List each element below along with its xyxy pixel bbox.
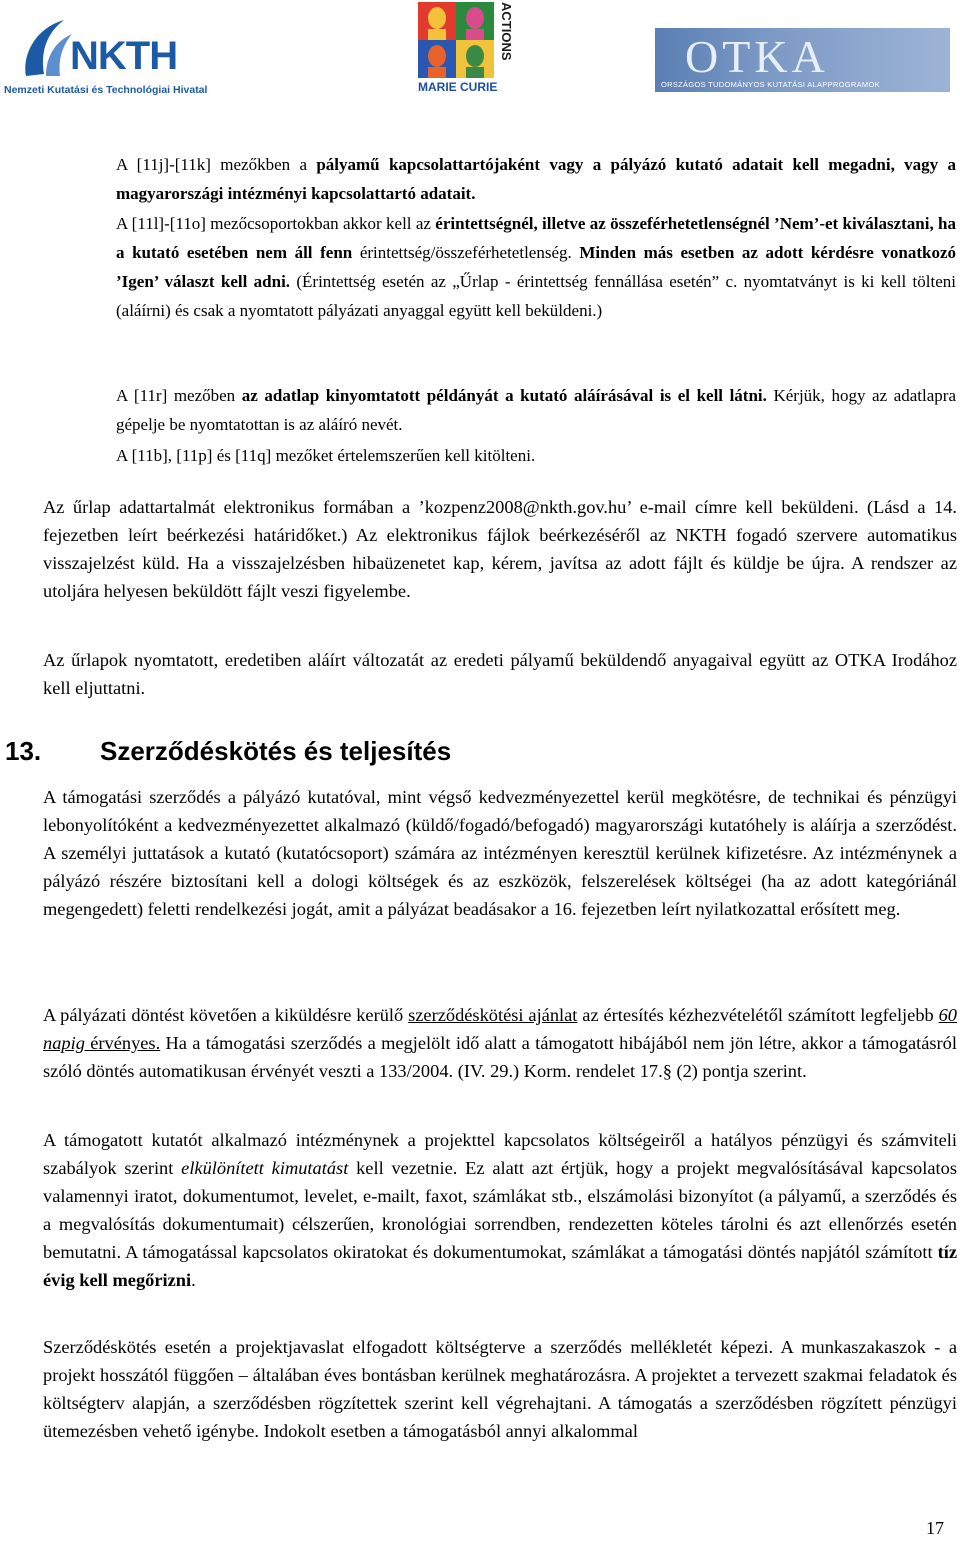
section-sign-icon: § [662,1061,672,1081]
bold-text: Minden más esetben az adott kérdésre vonatkozó ’Igen’ választ kell adni. [116,243,956,291]
underlined-italic-text: 60 napig [43,1005,957,1053]
text: (2) pontja szerint. [671,1061,807,1081]
paragraph-conflict [116,209,956,325]
underlined-text: érvényes. [84,1033,161,1053]
bold-text: az adatlap kinyomtatott példányát a kutató aláírásával is el kell látni. [241,386,767,405]
paragraph-electronic: Az űrlap adattartalmát elektronikus formában a ’kozpenz2008@nkth.gov.hu’ e-mail címre kell beküldeni. (Lásd a 14. fejezetben leírt beérkezési határidőket.) Az elektronikus fájlok beérkezéséről az NKTH fogadó szervere automatikus visszajelzést küld. Ha a visszajelzésben hibaüzenetet kap, kérem, javítsa az adott fájlt és küldje be újra. A rendszer az utoljára helyesen beküldött fájlt veszi figyelembe. [43,497,957,601]
section-heading [5,736,451,767]
otka-logo-text: OTKA [685,31,829,82]
text: Kérjük, hogy az adatlapra gépelje be nyomtatottan is az aláíró nevét. [116,386,957,434]
marie-curie-portrait-grid [418,2,494,78]
portrait-tile [418,2,456,40]
paragraph-offer [43,1001,957,1085]
paragraph-budget: Szerződéskötés esetén a projektjavaslat elfogadott költségterve a szerződés mellékletét képezi. A munkaszakaszok - a projekt hosszától függően – általában éves bontásban kerülnek meghatározásra. A projektet a tervezett szakmai feladatok és költségterv alapján, a szerződésben rögzítettek szerint kell végrehajtani. A támogatás a szerződésben rögzített pénzügyi ütemezésben vehető igénybe. Indokolt esetben a támogatásból annyi alkalommal [43,1337,957,1441]
header-logos [0,0,960,100]
italic-text: elkülönített kimutatást [181,1158,349,1178]
portrait-tile [456,2,494,40]
nkth-logo-subtitle: Nemzeti Kutatási és Technológiai Hivatal [4,84,208,96]
marie-curie-text: MARIE CURIE [418,80,498,94]
bold-text: tíz évig kell megőrizni [43,1242,957,1290]
text: kell vezetnie. Ez alatt azt értjük, hogy a projekt megvalósításával kapcsolatos valamennyi iratot, dokumentumot, levelet, e-mailt, faxot, számlákat stb., elszámolási bizonyítot (a pályamű, a szerződés és a megvalósítás dokumentumait) célszerűen, kronológiai sorrendben, rendezetten köteles tárolni és azt ellenőrzés esetén bemutatni. A támogatással kapcsolatos okiratokat és dokumentumokat, számlákat a támogatási döntés napjától számított [43,1158,957,1262]
page-number: 17 [926,1518,944,1538]
bold-text: pályamű kapcsolattartójaként vagy a pályázó kutató adatait kell megadni, vagy a magyarországi intézményi kapcsolattartó adatait. [116,155,956,203]
underlined-text: szerződéskötési ajánlat [408,1005,578,1025]
portrait-tile [418,40,456,78]
paragraph-contract: A támogatási szerződés a pályázó kutatóval, mint végső kedvezményezettel kerül megkötésre, de technikai és pénzügyi lebonyolítóként a kedvezményezettet alkalmazó (küldő/fogadó/befogadó) magyarországi kutatóhely is aláírja a szerződést. A személyi juttatások a kutató (kutatócsoport) számára az intézményen keresztül kerülnek kifizetésre. Az intézménynek a pályázó részére biztosítani kell a dologi költségek és az eszközök, felszerelések költségei (ha az adott kategóriánál megengedett) feletti rendelkezési jogát, amit a pályázat beadásakor a 16. fejezetben leírt nyilatkozattal erősített meg. [43,787,957,919]
paragraph-signature [116,381,956,439]
nkth-logo [2,14,212,96]
text: A pályázati döntést követően a kiküldésre kerülő [43,1005,409,1025]
paragraph-printed: Az űrlapok nyomtatott, eredetiben aláírt változatát az eredeti pályamű beküldendő anyagaival együtt az OTKA Irodához kell eljuttatni. [43,650,957,698]
otka-logo [655,28,950,92]
section-number: 13. [5,736,42,766]
bold-text: érintettségnél, illetve az összeférhetetlenségnél ’Nem’-et kiválasztani, ha a kutató esetében nem áll fenn [116,214,956,262]
text: A [11r] mezőben [116,386,242,405]
paragraph-contact [116,150,956,208]
nkth-logo-text: NKTH [70,34,178,78]
portrait-tile [456,40,494,78]
text: A [11j]-[11k] mezőkben a [116,155,317,174]
text: A [11l]-[11o] mezőcsoportokban akkor kell az [116,214,436,233]
otka-logo-subtitle: ORSZÁGOS TUDOMÁNYOS KUTATÁSI ALAPPROGRAMOK [661,80,880,89]
section-title: Szerződéskötés és teljesítés [100,736,452,766]
paragraph-accounting [43,1126,957,1294]
marie-curie-logo [418,2,514,96]
text: A támogatott kutatót alkalmazó intézménynek a projekttel kapcsolatos költségeiről a hatályos pénzügyi és számviteli szabályok szerint [43,1130,957,1178]
marie-curie-actions-text: ACTIONS [499,2,514,61]
text: érintettség/összeférhetetlenség. [352,243,580,262]
text: (Érintettség esetén az „Űrlap - érintettség fennállása esetén” c. nyomtatványt is ki kell tölteni (aláírni) és csak a nyomtatott pályázati anyaggal együtt kell beküldeni.) [116,272,956,320]
text: az értesítés kézhezvételétől számított legfeljebb [577,1005,939,1025]
text: Ha a támogatási szerződés a megjelölt idő alatt a támogatott hibájából nem jön létre, akkor a támogatásról szóló döntés automatikusan érvényét veszti a 133/2004. (IV. 29.) Korm. rendelet 17. [43,1033,957,1081]
paragraph-fields: A [11b], [11p] és [11q] mezőket értelemszerűen kell kitölteni. [116,446,536,465]
text: . [191,1270,196,1290]
